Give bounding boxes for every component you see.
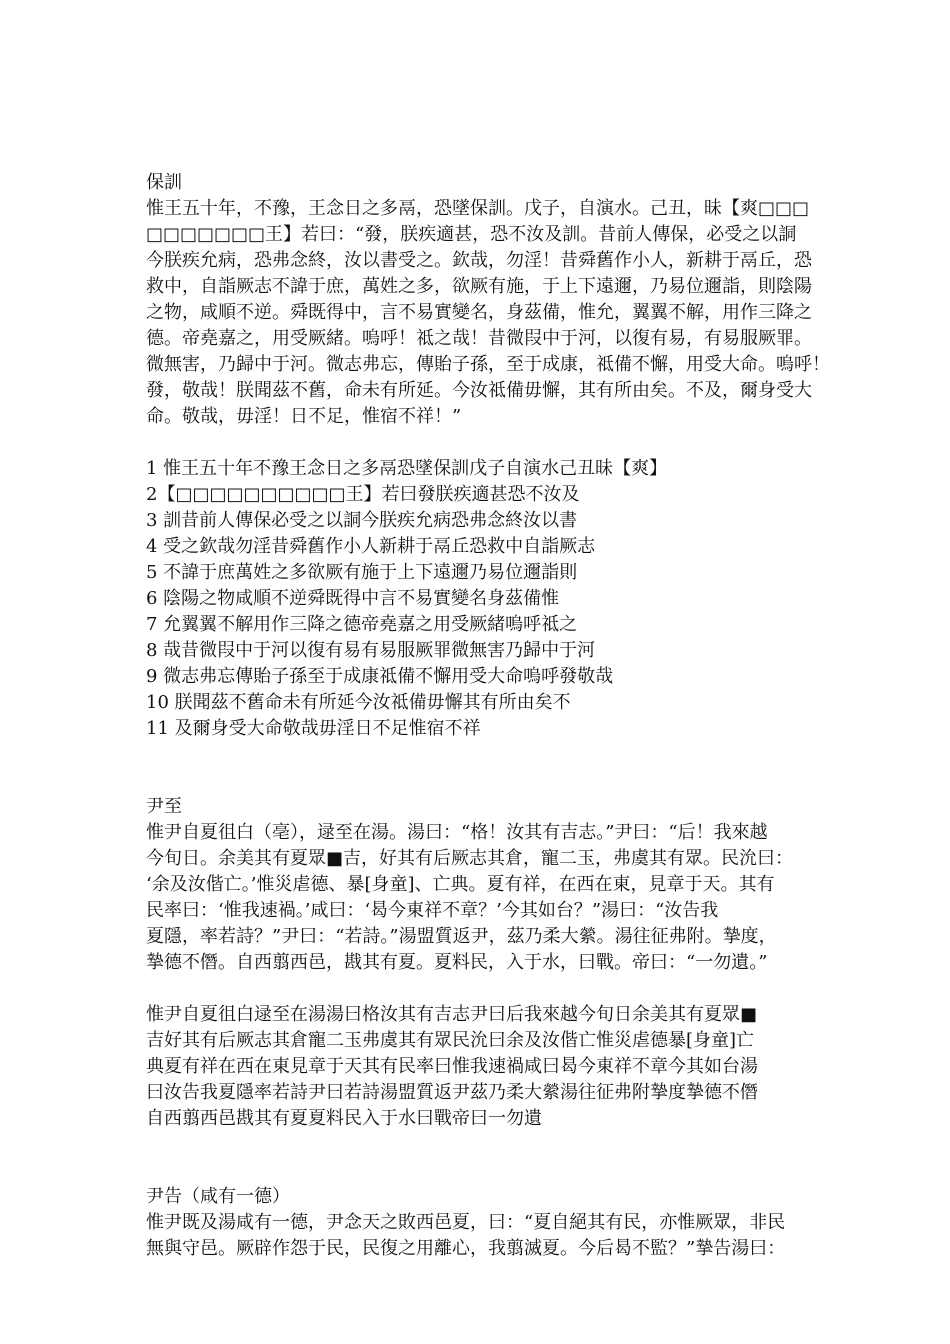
text-line: 之物，咸順不逆。舜既得中，言不易實變名，身茲備，惟允，翼翼不解，用作三降之 [146,302,812,323]
text-line: 吉好其有后厥志其倉寵二玉弗虞其有眾民沇曰余及汝偕亡惟災虐德暴[身童]亡 [146,1030,755,1051]
text-line: 自西翦西邑戡其有夏夏料民入于水曰戰帝曰一勿遺 [146,1108,542,1129]
text-line: 德。帝堯嘉之，用受厥緒。嗚呼！祗之哉！昔微叚中于河，以復有易，有易服厥罪。 [146,328,812,349]
slip-line: 5 不諱于庶萬姓之多欲厥有施于上下遠邇乃易位邇詣則 [146,562,578,583]
text-line: 惟尹自夏徂白逯至在湯湯曰格汝其有吉志尹曰后我來越今旬日余美其有夏眾■ [146,1004,758,1025]
text-line: 夏隱，率若詩？”尹曰：“若詩。”湯盟質返尹，茲乃柔大縈。湯往征弗附。摯度， [146,926,777,947]
text-line: 救中，自詣厥志不諱于庶，萬姓之多，欲厥有施，于上下遠邇，乃易位邇詣，則陰陽 [146,276,812,297]
section-yinzhi [146,794,826,1132]
text-line: 無與守邑。厥辟作怨于民，民復之用離心，我翦滅夏。今后曷不監？”摯告湯曰： [146,1238,786,1259]
section-baoxun [146,170,830,742]
plain-text [146,1002,826,1132]
text-line: 民率曰：‘惟我速禍。’咸曰：‘曷今東祥不章？’今其如台？”湯曰：“汝告我 [146,900,719,921]
text-line: 今旬日。余美其有夏眾■吉，好其有后厥志其倉，寵二玉，弗虞其有眾。民沇曰： [146,848,794,869]
text-line: 典夏有祥在西在東見章于天其有民率曰惟我速禍咸曰曷今東祥不章今其如台湯 [146,1056,758,1077]
text-line: ‘余及汝偕亡。’惟災虐德、暴[身童]、亡典。夏有祥，在西在東，見章于天。其有 [146,874,775,895]
text-line: 惟尹自夏徂白（亳），逯至在湯。湯曰：“格！汝其有吉志。”尹曰：“后！我來越 [146,822,768,843]
numbered-slips [146,456,826,742]
slip-line: 1 惟王五十年不豫王念日之多鬲恐墜保訓戊子自演水己丑昧【爽】 [146,458,668,479]
slip-line: 7 允翼翼不解用作三降之德帝堯嘉之用受厥緒嗚呼祗之 [146,614,578,635]
slip-line: 11 及爾身受大命敬哉毋淫日不足惟宿不祥 [146,718,481,739]
text-line: 發，敬哉！朕聞茲不舊，命未有所延。今汝祗備毋懈，其有所由矣。不及，爾身受大 [146,380,812,401]
annotated-text [146,1210,826,1262]
text-line: 惟王五十年，不豫，王念日之多鬲，恐墜保訓。戊子，自演水。己丑，昧【爽□□□ [146,198,810,219]
text-line: □□□□□□□王】若曰：“發，朕疾適甚，恐不汝及訓。昔前人傳保，必受之以詷 [146,224,797,245]
document-page [146,170,830,1262]
section-title: 尹告（咸有一德） [146,1186,290,1207]
slip-line: 2【□□□□□□□□□□王】若曰發朕疾適甚恐不汝及 [146,484,580,505]
section-title: 尹至 [146,796,182,817]
slip-line: 6 陰陽之物咸順不逆舜既得中言不易實變名身茲備惟 [146,588,560,609]
annotated-text [146,196,830,430]
slip-line: 4 受之欽哉勿淫昔舜舊作小人新耕于鬲丘恐救中自詣厥志 [146,536,596,557]
section-yingao [146,1184,826,1262]
text-line: 摯德不僭。自西翦西邑，戡其有夏。夏料民，入于水，曰戰。帝曰：“一勿遺。” [146,952,768,973]
slip-line: 8 哉昔微叚中于河以復有易有易服厥罪微無害乃歸中于河 [146,640,596,661]
annotated-text [146,820,826,976]
section-title: 保訓 [146,172,182,193]
slip-line: 10 朕聞茲不舊命未有所延今汝祗備毋懈其有所由矣不 [146,692,571,713]
text-line: 惟尹既及湯咸有一德，尹念天之敗西邑夏，曰：“夏自絕其有民，亦惟厥眾，非民 [146,1212,786,1233]
text-line: 命。敬哉，毋淫！日不足，惟宿不祥！” [146,406,462,427]
slip-line: 3 訓昔前人傳保必受之以詷今朕疾允病恐弗念終汝以書 [146,510,578,531]
text-line: 今朕疾允病，恐弗念終，汝以書受之。欽哉，勿淫！昔舜舊作小人，新耕于鬲丘，恐 [146,250,812,271]
text-line: 微無害，乃歸中于河。微志弗忘，傳貽子孫，至于成康，祗備不懈，用受大命。嗚呼！ [146,354,830,375]
slip-line: 9 微志弗忘傳貽子孫至于成康祗備不懈用受大命嗚呼發敬哉 [146,666,614,687]
text-line: 曰汝告我夏隱率若詩尹曰若詩湯盟質返尹茲乃柔大縈湯往征弗附摯度摯德不僭 [146,1082,758,1103]
